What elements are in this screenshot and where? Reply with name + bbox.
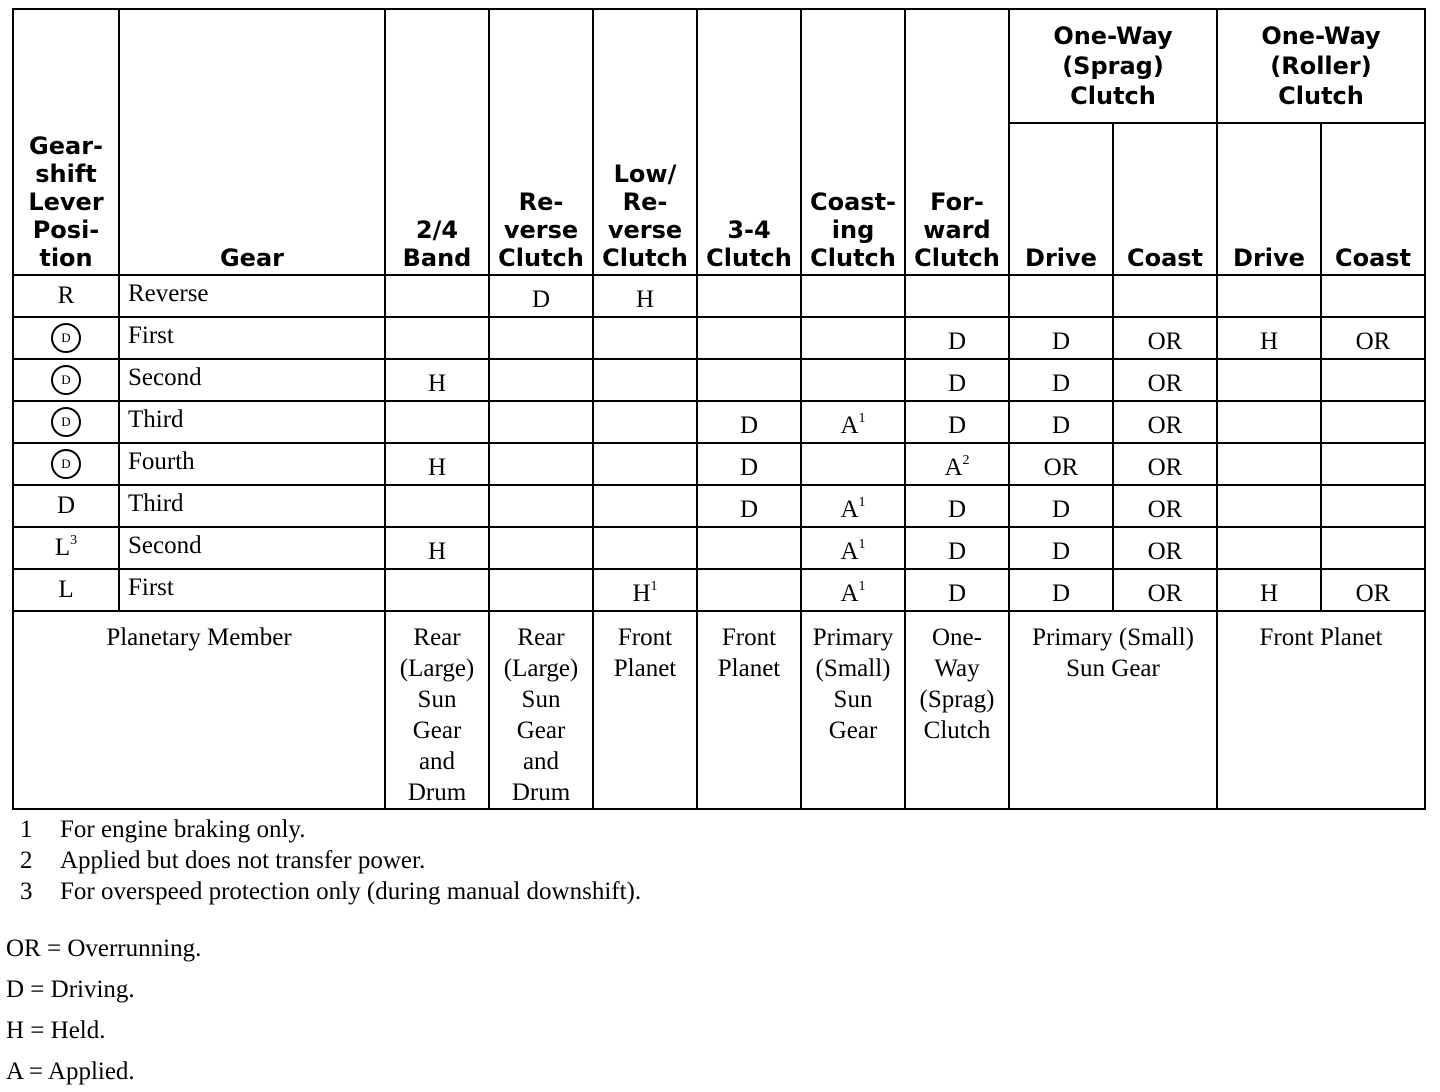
cell-value: D (947, 370, 967, 397)
legend-overrunning: OR = Overrunning. (6, 935, 202, 962)
cell-value: OR (1355, 328, 1391, 355)
cell-roller-coast (1321, 485, 1425, 527)
footnote-number: 3 (20, 878, 33, 905)
header-low-reverse-clutch: Low/ Re- verse Clutch (593, 9, 697, 275)
gear-name-cell: First (119, 317, 385, 359)
cell-footnote-ref: 1 (650, 579, 658, 594)
cell-value: D (531, 286, 551, 313)
cell-footnote-ref: 2 (962, 453, 970, 468)
cell-value: OR (1043, 454, 1079, 481)
cell-band (385, 275, 489, 317)
header-34-clutch: 3-4 Clutch (697, 9, 801, 275)
footnote-number: 1 (20, 816, 33, 843)
footnotes (20, 814, 641, 907)
cell-value: H (1259, 328, 1279, 355)
cell-value: A (840, 412, 859, 439)
header-roller-drive: Drive (1217, 123, 1321, 275)
cell-forward-clutch (905, 485, 1009, 527)
cell-roller-drive (1217, 275, 1321, 317)
cell-34-clutch (697, 527, 801, 569)
cell-reverse-clutch (489, 485, 593, 527)
cell-forward-clutch (905, 401, 1009, 443)
cell-roller-drive (1217, 569, 1321, 611)
member-roller-clutch: Front Planet (1217, 611, 1425, 809)
cell-34-clutch (697, 401, 801, 443)
cell-value: D (1051, 412, 1071, 439)
lever-position-cell (13, 485, 119, 527)
cell-coasting-clutch (801, 485, 905, 527)
footnote-2 (20, 845, 641, 876)
cell-34-clutch (697, 569, 801, 611)
cell-value: D (1051, 496, 1071, 523)
cell-band (385, 359, 489, 401)
cell-band (385, 569, 489, 611)
cell-reverse-clutch (489, 317, 593, 359)
footnote-text: For engine braking only. (60, 816, 306, 843)
cell-roller-drive (1217, 401, 1321, 443)
circled-position-label: D (51, 365, 81, 395)
table-row (13, 443, 1425, 485)
position-footnote-ref: 3 (70, 533, 78, 548)
cell-roller-drive (1217, 317, 1321, 359)
cell-sprag-drive (1009, 485, 1113, 527)
header-sprag-drive: Drive (1009, 123, 1113, 275)
cell-roller-drive (1217, 485, 1321, 527)
cell-value: H (427, 370, 447, 397)
gear-name-cell: Fourth (119, 443, 385, 485)
cell-reverse-clutch (489, 443, 593, 485)
cell-coasting-clutch (801, 275, 905, 317)
cell-value: D (947, 496, 967, 523)
cell-sprag-drive (1009, 443, 1113, 485)
table-row (13, 569, 1425, 611)
cell-roller-drive (1217, 527, 1321, 569)
position-label: D (56, 492, 76, 519)
cell-roller-coast (1321, 275, 1425, 317)
footnote-1 (20, 814, 641, 845)
lever-position-cell (13, 275, 119, 317)
cell-sprag-coast (1113, 359, 1217, 401)
cell-value: H (635, 286, 655, 313)
lever-position-cell (13, 401, 119, 443)
cell-34-clutch (697, 275, 801, 317)
footnote-number: 2 (20, 847, 33, 874)
cell-value: D (947, 412, 967, 439)
cell-value: OR (1147, 370, 1183, 397)
cell-reverse-clutch (489, 569, 593, 611)
cell-low-reverse-clutch (593, 443, 697, 485)
legend-held: H = Held. (6, 1017, 106, 1044)
cell-forward-clutch (905, 317, 1009, 359)
header-sprag-coast: Coast (1113, 123, 1217, 275)
cell-forward-clutch (905, 443, 1009, 485)
cell-roller-drive (1217, 443, 1321, 485)
cell-value: D (947, 580, 967, 607)
cell-roller-coast (1321, 527, 1425, 569)
legend-applied: A = Applied. (6, 1058, 135, 1085)
cell-34-clutch (697, 317, 801, 359)
footnote-text: Applied but does not transfer power. (60, 847, 426, 874)
header-gearshift-position: Gear- shift Lever Posi- tion (13, 9, 119, 275)
gear-rows (13, 275, 1425, 611)
cell-value: A (840, 496, 859, 523)
cell-sprag-drive (1009, 359, 1113, 401)
cell-band (385, 401, 489, 443)
cell-value: D (1051, 370, 1071, 397)
cell-sprag-coast (1113, 527, 1217, 569)
cell-reverse-clutch (489, 359, 593, 401)
cell-roller-drive (1217, 359, 1321, 401)
cell-reverse-clutch (489, 527, 593, 569)
header-roller-coast: Coast (1321, 123, 1425, 275)
header-roller-clutch-group: One-Way (Roller) Clutch (1217, 9, 1425, 123)
planetary-member-label: Planetary Member (13, 611, 385, 809)
cell-sprag-drive (1009, 527, 1113, 569)
cell-roller-coast (1321, 443, 1425, 485)
cell-sprag-drive (1009, 401, 1113, 443)
cell-value: D (1051, 328, 1071, 355)
cell-coasting-clutch (801, 359, 905, 401)
gear-name-cell: Third (119, 485, 385, 527)
member-34-clutch: Front Planet (697, 611, 801, 809)
table-row (13, 317, 1425, 359)
cell-coasting-clutch (801, 527, 905, 569)
header-sprag-clutch-group: One-Way (Sprag) Clutch (1009, 9, 1217, 123)
cell-value: D (947, 538, 967, 565)
position-label: R (57, 282, 75, 309)
cell-value: D (739, 454, 759, 481)
gear-name-cell: Reverse (119, 275, 385, 317)
cell-sprag-coast (1113, 485, 1217, 527)
table-row (13, 485, 1425, 527)
member-sprag-clutch: Primary (Small) Sun Gear (1009, 611, 1217, 809)
cell-low-reverse-clutch (593, 275, 697, 317)
cell-value: OR (1355, 580, 1391, 607)
legend-driving: D = Driving. (6, 976, 135, 1003)
gear-name-cell: Second (119, 527, 385, 569)
cell-footnote-ref: 1 (858, 411, 866, 426)
cell-roller-coast (1321, 569, 1425, 611)
gear-application-chart (12, 8, 1424, 810)
lever-position-cell (13, 443, 119, 485)
cell-sprag-coast (1113, 317, 1217, 359)
cell-coasting-clutch (801, 401, 905, 443)
lever-position-cell (13, 527, 119, 569)
cell-roller-coast (1321, 317, 1425, 359)
cell-sprag-drive (1009, 317, 1113, 359)
lever-position-cell (13, 569, 119, 611)
cell-roller-coast (1321, 359, 1425, 401)
cell-sprag-coast (1113, 401, 1217, 443)
gear-name-cell: Third (119, 401, 385, 443)
cell-roller-coast (1321, 401, 1425, 443)
cell-coasting-clutch (801, 569, 905, 611)
cell-value: H (427, 538, 447, 565)
member-coasting-clutch: Primary (Small) Sun Gear (801, 611, 905, 809)
member-low-reverse-clutch: Front Planet (593, 611, 697, 809)
header-forward-clutch: For- ward Clutch (905, 9, 1009, 275)
cell-sprag-coast (1113, 569, 1217, 611)
position-label: L (54, 534, 71, 561)
cell-coasting-clutch (801, 317, 905, 359)
circled-position-label: D (51, 323, 81, 353)
table-row (13, 527, 1425, 569)
cell-value: A (840, 538, 859, 565)
cell-low-reverse-clutch (593, 401, 697, 443)
cell-34-clutch (697, 485, 801, 527)
cell-value: D (1051, 580, 1071, 607)
cell-value: D (739, 412, 759, 439)
cell-value: H (1259, 580, 1279, 607)
cell-forward-clutch (905, 569, 1009, 611)
footnote-text: For overspeed protection only (during manual downshift). (60, 878, 642, 905)
cell-low-reverse-clutch (593, 485, 697, 527)
gear-name-cell: Second (119, 359, 385, 401)
cell-value: OR (1147, 580, 1183, 607)
cell-forward-clutch (905, 359, 1009, 401)
cell-band (385, 317, 489, 359)
cell-34-clutch (697, 443, 801, 485)
cell-band (385, 443, 489, 485)
cell-value: H (427, 454, 447, 481)
cell-value: OR (1147, 496, 1183, 523)
table-row (13, 401, 1425, 443)
cell-value: OR (1147, 328, 1183, 355)
cell-value: A (840, 580, 859, 607)
cell-value: OR (1147, 454, 1183, 481)
header-reverse-clutch: Re- verse Clutch (489, 9, 593, 275)
footnote-3 (20, 876, 641, 907)
cell-sprag-drive (1009, 275, 1113, 317)
member-reverse-clutch: Rear (Large) Sun Gear and Drum (489, 611, 593, 809)
cell-forward-clutch (905, 527, 1009, 569)
cell-low-reverse-clutch (593, 359, 697, 401)
cell-sprag-coast (1113, 275, 1217, 317)
header-24-band: 2/4 Band (385, 9, 489, 275)
cell-value: OR (1147, 412, 1183, 439)
cell-sprag-drive (1009, 569, 1113, 611)
cell-value: D (947, 328, 967, 355)
cell-band (385, 485, 489, 527)
member-forward-clutch: One- Way (Sprag) Clutch (905, 611, 1009, 809)
header-gear: Gear (119, 9, 385, 275)
cell-footnote-ref: 1 (858, 495, 866, 510)
lever-position-cell (13, 359, 119, 401)
position-label: L (58, 576, 74, 603)
cell-reverse-clutch (489, 401, 593, 443)
cell-sprag-coast (1113, 443, 1217, 485)
planetary-member-row (13, 611, 1425, 809)
gear-name-cell: First (119, 569, 385, 611)
cell-value: A (944, 454, 963, 481)
member-band: Rear (Large) Sun Gear and Drum (385, 611, 489, 809)
cell-reverse-clutch (489, 275, 593, 317)
cell-footnote-ref: 1 (858, 579, 866, 594)
cell-34-clutch (697, 359, 801, 401)
circled-position-label: D (51, 449, 81, 479)
cell-low-reverse-clutch (593, 569, 697, 611)
cell-value: D (739, 496, 759, 523)
circled-position-label: D (51, 407, 81, 437)
table-row (13, 359, 1425, 401)
cell-band (385, 527, 489, 569)
clutch-band-application-table (12, 8, 1426, 810)
lever-position-cell (13, 317, 119, 359)
header-coasting-clutch: Coast- ing Clutch (801, 9, 905, 275)
cell-value: D (1051, 538, 1071, 565)
cell-value: OR (1147, 538, 1183, 565)
cell-forward-clutch (905, 275, 1009, 317)
cell-low-reverse-clutch (593, 527, 697, 569)
cell-coasting-clutch (801, 443, 905, 485)
cell-footnote-ref: 1 (858, 537, 866, 552)
cell-low-reverse-clutch (593, 317, 697, 359)
table-row (13, 275, 1425, 317)
legend (6, 928, 201, 1092)
cell-value: H (632, 580, 651, 607)
